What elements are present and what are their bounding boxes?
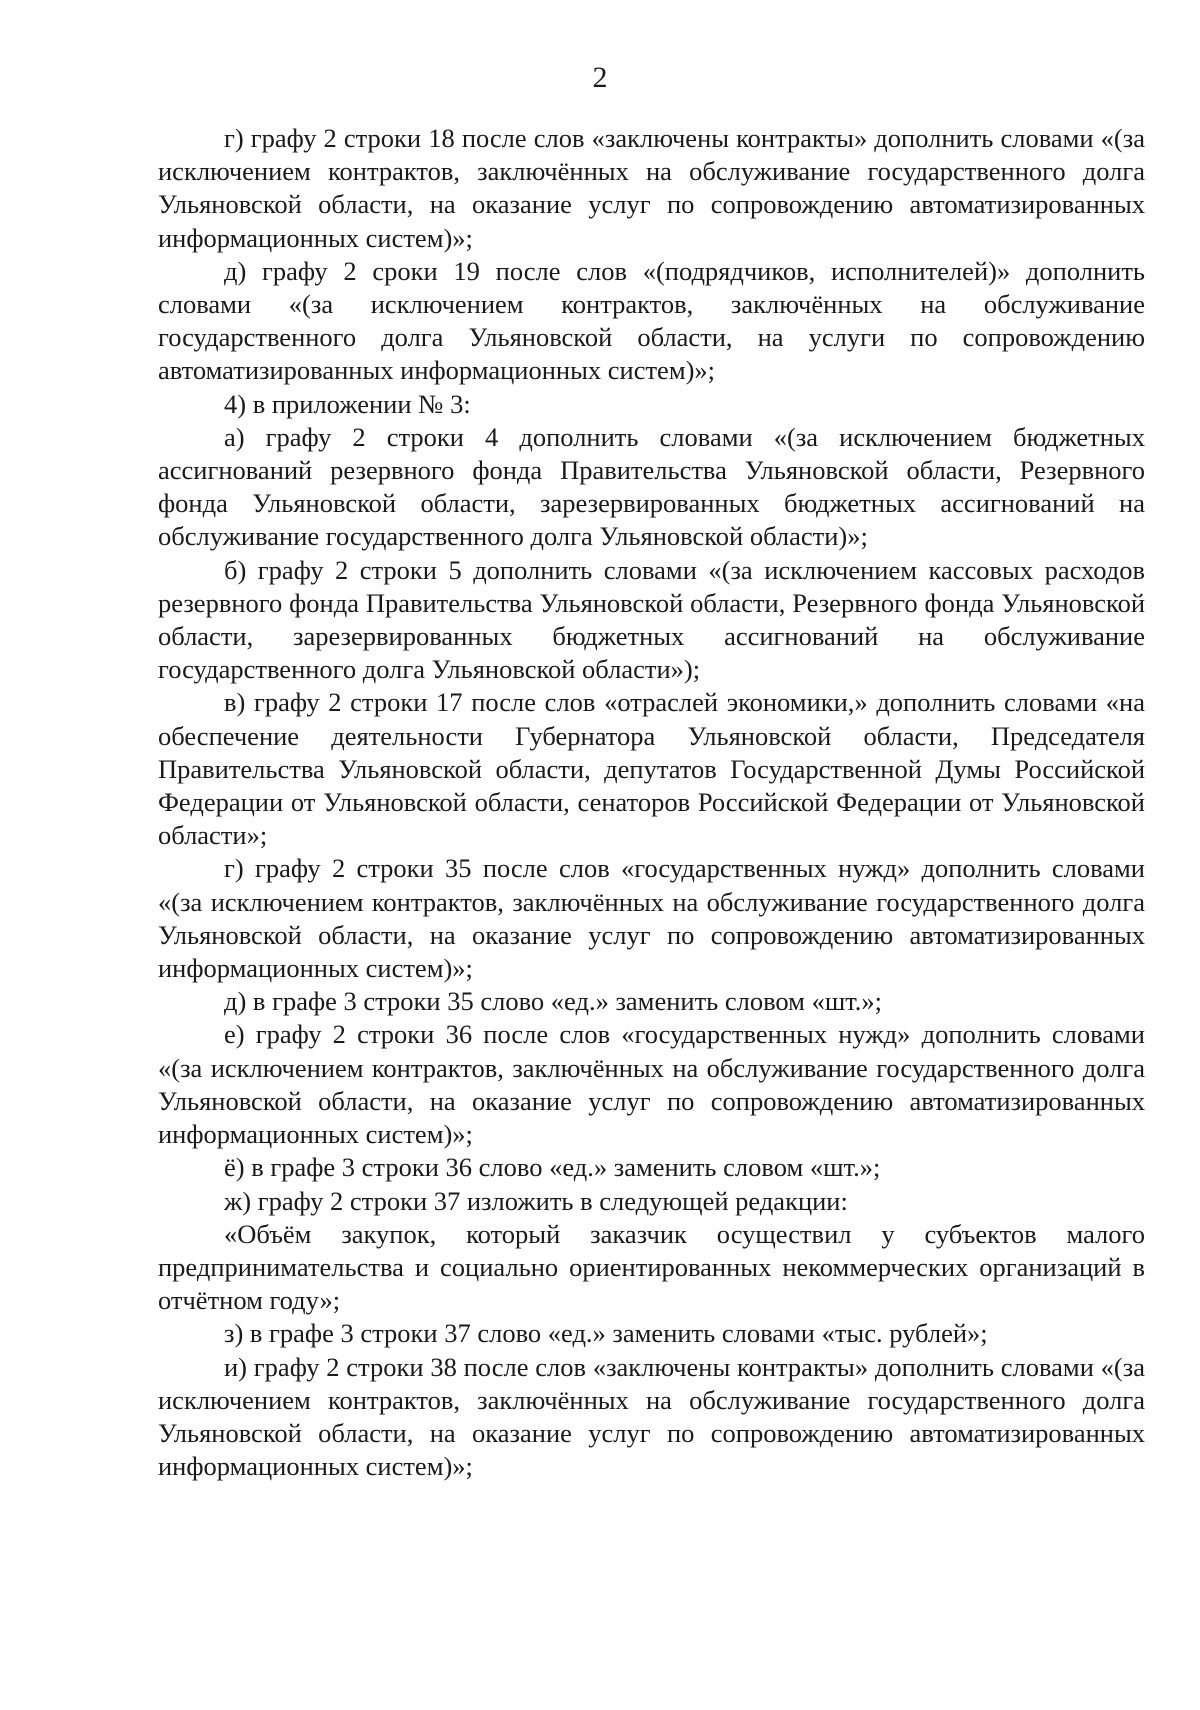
paragraph-item-z-row-37-unit: з) в графе 3 строки 37 слово «ед.» заменить словами «тыс. рублей»; <box>224 1318 988 1349</box>
document-body <box>158 122 1145 1483</box>
paragraph-item-b-row-5: б) графу 2 строки 5 дополнить словами «(за исключением кассовых расходов резервного фонда Правительства Ульяновской области, Резервного фонда Ульяновской области, зарезервированных бюджетных ассигнований на обслуживание государственного долга Ульяновской области»); <box>158 554 1145 685</box>
paragraph-row-37-new-wording: «Объём закупок, который заказчик осуществил у субъектов малого предпринимательства и социально ориентированных некоммерческих организаций в отчётном году»; <box>158 1218 1145 1316</box>
paragraph-item-d-row-35-unit: д) в графе 3 строки 35 слово «ед.» заменить словом «шт.»; <box>224 986 883 1017</box>
page-number: 2 <box>592 61 608 94</box>
paragraph-item-g-row-18: г) графу 2 строки 18 после слов «заключены контракты» дополнить словами «(за исключением контрактов, заключённых на обслуживание государственного долга Ульяновской области, на оказание услуг по сопровождению автоматизированных информационных систем)»; <box>158 123 1145 253</box>
paragraph-item-e-row-36: е) графу 2 строки 36 после слов «государственных нужд» дополнить словами «(за исключением контрактов, заключённых на обслуживание государственного долга Ульяновской области, на оказание услуг по сопровождению автоматизированных информационных систем)»; <box>158 1019 1145 1150</box>
paragraph-item-v-row-17: в) графу 2 строки 17 после слов «отраслей экономики,» дополнить словами «на обеспечение деятельности Губернатора Ульяновской области, Председателя Правительства Ульяновской области, депутатов Государственной Думы Российской Федерации от Ульяновской области, сенаторов Российской Федерации от Ульяновской области»; <box>158 687 1145 851</box>
paragraph-item-d-row-19: д) графу 2 сроки 19 после слов «(подрядчиков, исполнителей)» дополнить словами «(за исключением контрактов, заключённых на обслуживание государственного долга Ульяновской области, на услуги по сопровождению автоматизированных информационных систем)»; <box>158 255 1145 386</box>
paragraph-appendix-3-heading: 4) в приложении № 3: <box>224 388 471 419</box>
paragraph-item-g-row-35: г) графу 2 строки 35 после слов «государственных нужд» дополнить словами «(за исключением контрактов, заключённых на обслуживание государственного долга Ульяновской области, на оказание услуг по сопровождению автоматизированных информационных систем)»; <box>158 853 1145 984</box>
paragraph-item-zh-row-37: ж) графу 2 строки 37 изложить в следующей редакции: <box>224 1185 848 1216</box>
paragraph-item-a-row-4: а) графу 2 строки 4 дополнить словами «(за исключением бюджетных ассигнований резервного фонда Правительства Ульяновской области, Резервного фонда Ульяновской области, зарезервированных бюджетных ассигнований на обслуживание государственного долга Ульяновской области)»; <box>158 421 1145 552</box>
paragraph-item-i-row-38: и) графу 2 строки 38 после слов «заключены контракты» дополнить словами «(за исключением контрактов, заключённых на обслуживание государственного долга Ульяновской области, на оказание услуг по сопровождению автоматизированных информационных систем)»; <box>158 1351 1145 1482</box>
paragraph-item-yo-row-36-unit: ё) в графе 3 строки 36 слово «ед.» заменить словом «шт.»; <box>224 1152 881 1183</box>
